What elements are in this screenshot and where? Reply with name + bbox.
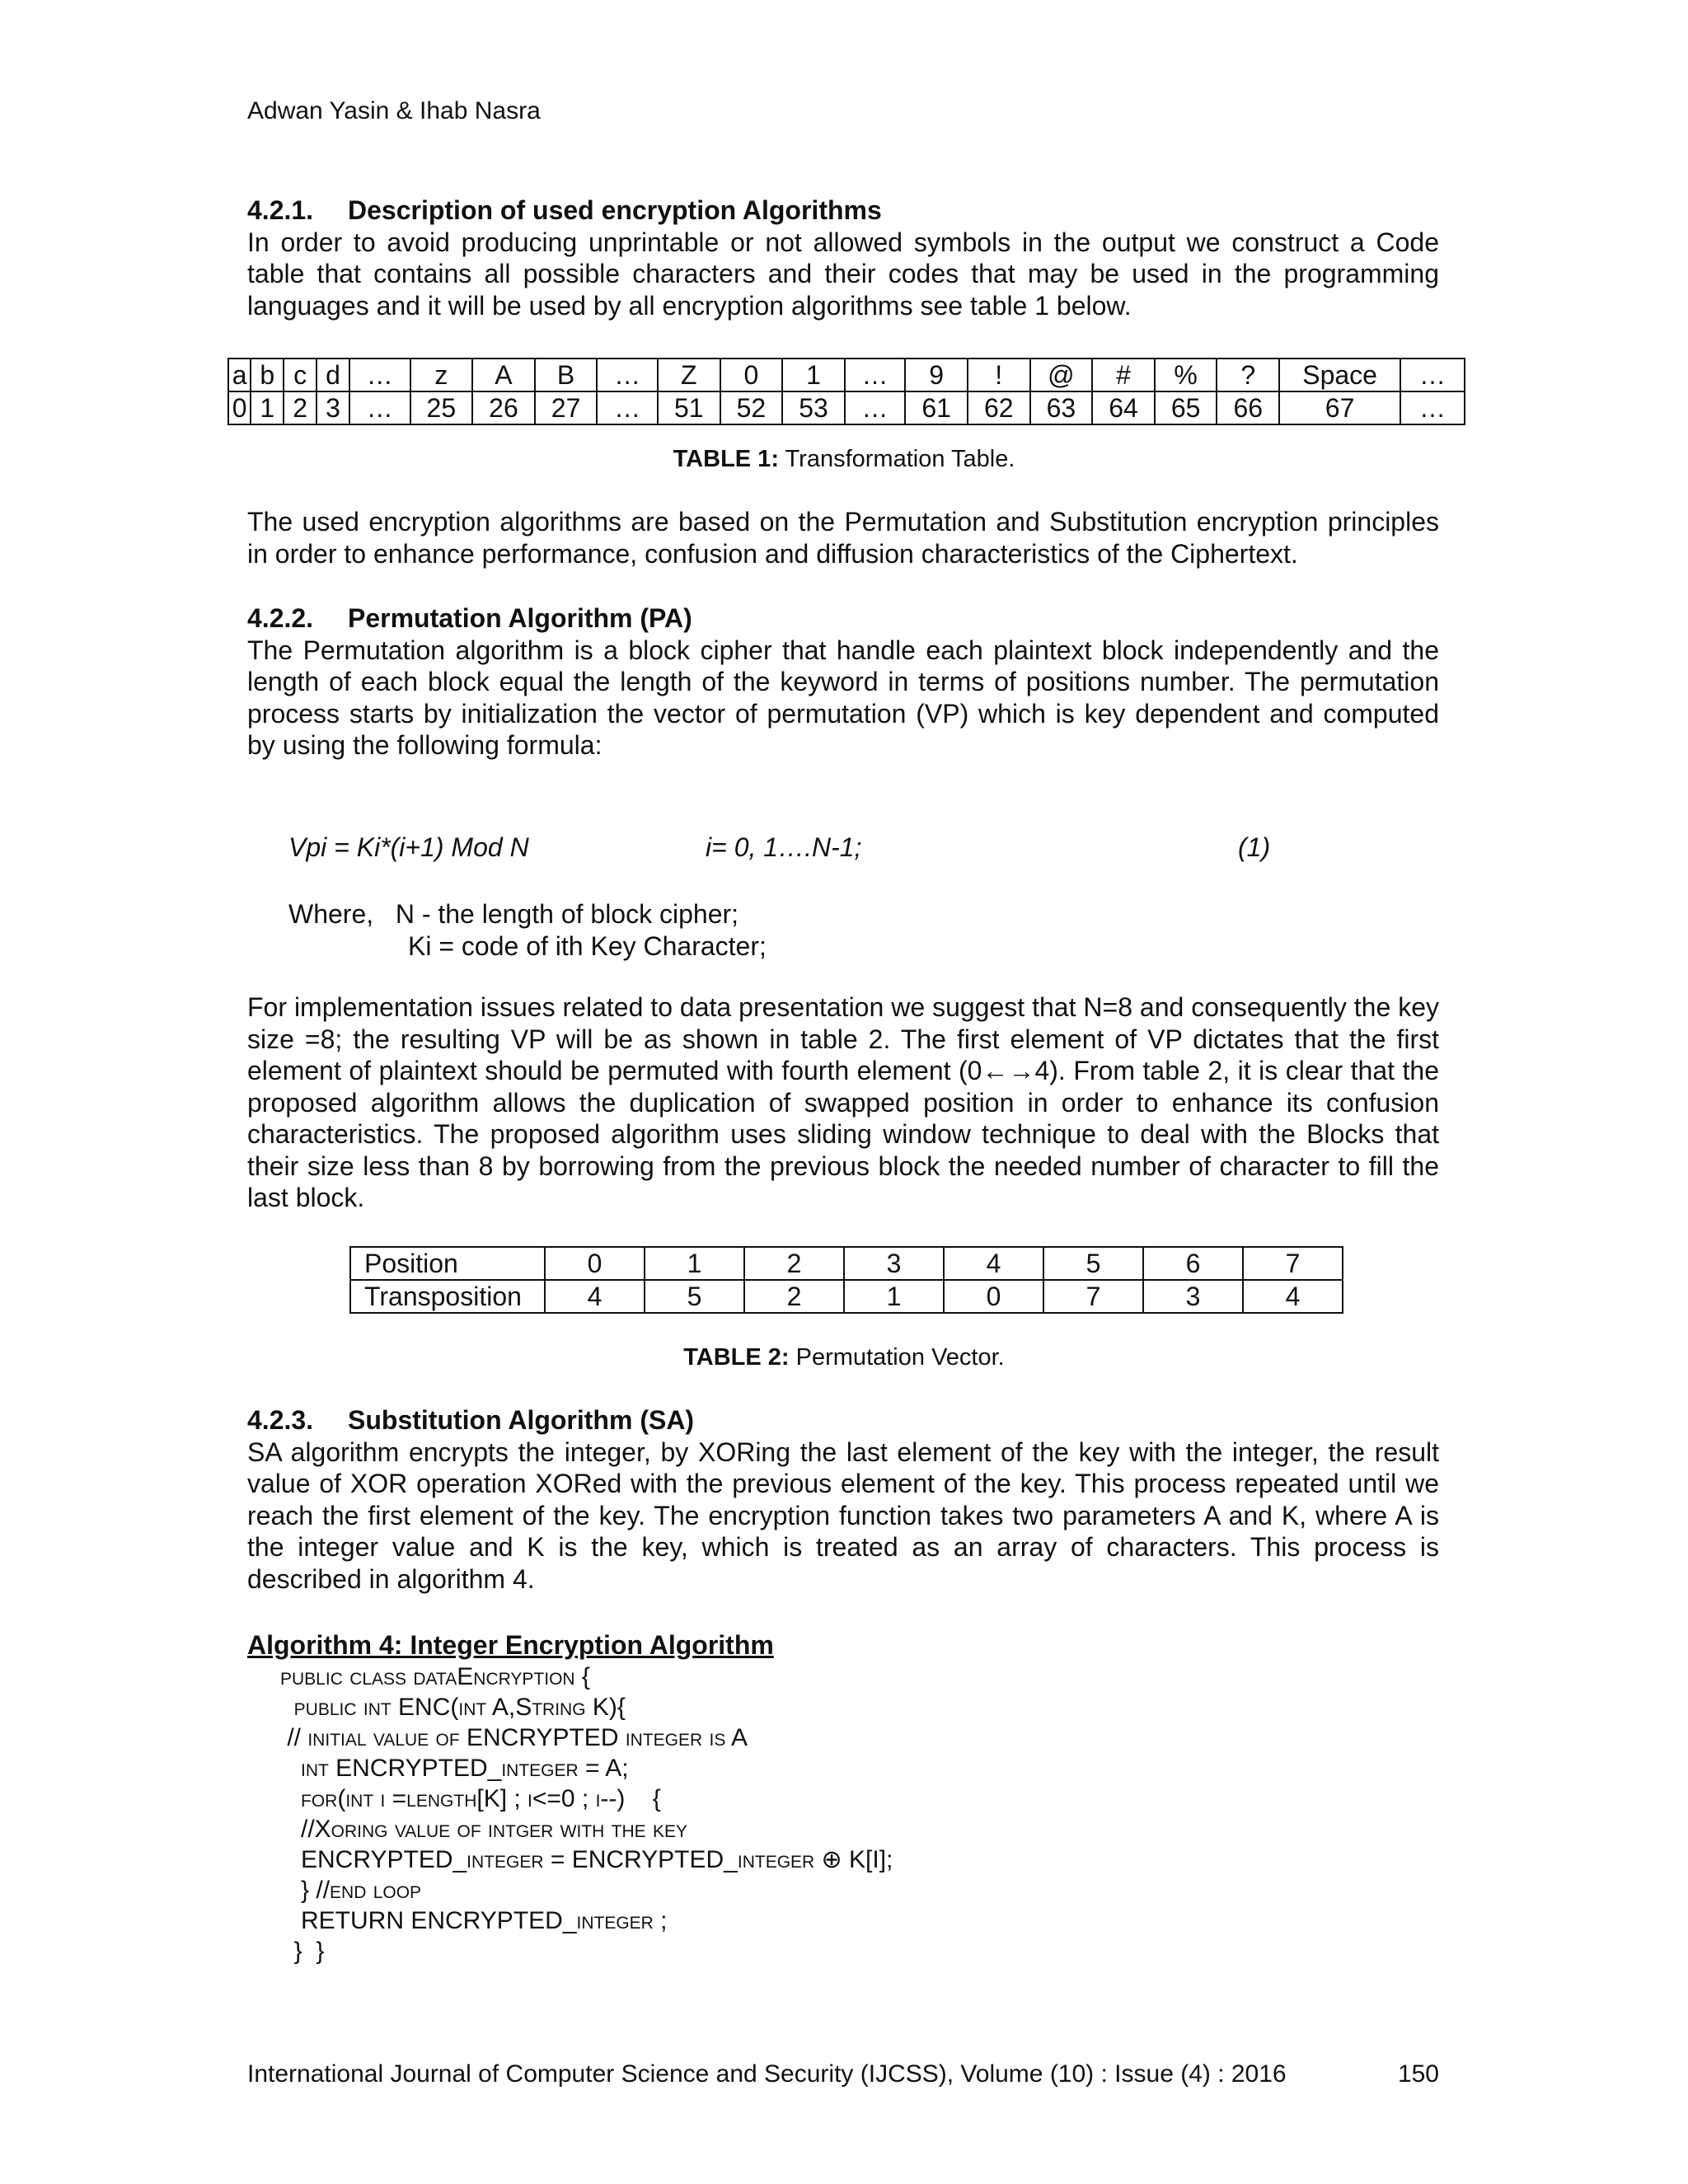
table-cell: c [284, 359, 316, 391]
table-cell: … [349, 391, 410, 424]
table-cell: 65 [1155, 391, 1217, 424]
table-cell: … [597, 359, 658, 391]
formula-lhs: Vpi = Ki*(i+1) Mod N [288, 832, 529, 862]
table-cell: 61 [905, 391, 968, 424]
table2-caption [0, 1344, 1688, 1371]
table-cell: 62 [968, 391, 1030, 424]
caption-label: TABLE 2: [683, 1344, 790, 1371]
paragraph-substitution: SA algorithm encrypts the integer, by XORing the last element of the key with the integer, the result value of XOR operation XORed with the previous element of the key. This process repeated until we reach the first element of the key. The encryption function takes two parameters A and K, where A is the integer value and K is the key, which is treated as an array of characters. This process is described in algorithm 4. [247, 1436, 1439, 1594]
table-cell: 27 [535, 391, 598, 424]
table-cell: 64 [1092, 391, 1155, 424]
table-cell: 0 [545, 1247, 645, 1280]
caption-text: Permutation Vector. [789, 1344, 1005, 1371]
table-cell: 3 [316, 391, 349, 424]
code-line: public class dataEncryption { [280, 1663, 590, 1690]
definition-ki: Ki = code of ith Key Character; [408, 930, 767, 961]
main-content [247, 194, 1439, 321]
table-cell: 7 [1243, 1247, 1343, 1280]
caption-label: TABLE 1: [673, 446, 779, 472]
table-cell: 4 [545, 1280, 645, 1313]
section-heading-4-2-3 [247, 1404, 1439, 1436]
code-line: // initial value of ENCRYPTED integer is A [280, 1724, 748, 1751]
journal-citation: International Journal of Computer Science and Security (IJCSS), Volume (10) : Issue (4) : 2016 [247, 2060, 1287, 2088]
table-cell: 5 [1043, 1247, 1143, 1280]
running-header: Adwan Yasin & Ihab Nasra [247, 97, 541, 124]
table-cell: 7 [1043, 1280, 1143, 1313]
table-cell: … [1400, 359, 1465, 391]
table-cell: 2 [744, 1280, 844, 1313]
paragraph-principles: The used encryption algorithms are based on the Permutation and Substitution encryption principles in order to enhance performance, confusion and diffusion characteristics of the Ciphertext. [247, 507, 1439, 569]
code-line: ENCRYPTED_integer = ENCRYPTED_integer ⊕ K[I]; [280, 1846, 893, 1873]
table-cell: ! [968, 359, 1030, 391]
section-title: Substitution Algorithm (SA) [348, 1405, 695, 1435]
content-block-4 [247, 1404, 1439, 1595]
content-block-2 [247, 506, 1439, 762]
algorithm-title: Algorithm 4: Integer Encryption Algorithm [247, 1630, 774, 1660]
table-cell: … [845, 359, 906, 391]
table1-row-characters [228, 359, 1465, 391]
table-cell: 4 [1243, 1280, 1343, 1313]
row-label: Transposition [350, 1280, 545, 1313]
definition-n: Where, N - the length of block cipher; [288, 899, 739, 929]
row-label: Position [350, 1247, 545, 1280]
table-cell: 63 [1030, 391, 1093, 424]
table-cell: 26 [472, 391, 535, 424]
table-cell: b [251, 359, 284, 391]
permutation-vector-table [349, 1246, 1343, 1314]
table-cell: @ [1030, 359, 1093, 391]
table-cell: 5 [645, 1280, 744, 1313]
table-cell: 53 [782, 391, 845, 424]
table-cell: … [845, 391, 906, 424]
section-title: Description of used encryption Algorithms [348, 195, 882, 225]
table-cell: 2 [284, 391, 316, 424]
table-cell: z [410, 359, 473, 391]
table-cell: … [1400, 391, 1465, 424]
code-line: //Xoring value of intger with the key [280, 1816, 688, 1843]
table-cell: 25 [410, 391, 473, 424]
table-cell: B [535, 359, 598, 391]
table-cell: Space [1279, 359, 1400, 391]
table-cell: 9 [905, 359, 968, 391]
table-cell: … [349, 359, 410, 391]
table-cell: % [1155, 359, 1217, 391]
table-cell: # [1092, 359, 1155, 391]
table-cell: 52 [720, 391, 783, 424]
section-number: 4.2.2. [247, 603, 314, 633]
paragraph-implementation: For implementation issues related to data presentation we suggest that N=8 and consequently the key size =8; the resulting VP will be as shown in table 2. The first element of VP dictates that the first element of plaintext should be permuted with fourth element (0←→4). From table 2, it is clear that the proposed algorithm allows the duplication of swapped position in order to enhance its confusion characteristics. The proposed algorithm uses sliding window technique to deal with the Blocks that their size less than 8 by borrowing from the previous block the needed number of character to fill the last block. [247, 992, 1439, 1212]
formula-definitions [288, 898, 767, 962]
code-line: RETURN ENCRYPTED_integer ; [280, 1907, 668, 1934]
paragraph-code-table: In order to avoid producing unprintable or not allowed symbols in the output we construct a Code table that contains all possible characters and their codes that may be used in the programming languages and it will be used by all encryption algorithms see table 1 below. [247, 227, 1439, 321]
page-footer [247, 2060, 1439, 2088]
table-cell: 3 [844, 1247, 944, 1280]
page-number: 150 [1397, 2060, 1439, 2088]
algorithm-code [280, 1661, 893, 1966]
table-cell: ? [1217, 359, 1279, 391]
paragraph-permutation: The Permutation algorithm is a block cipher that handle each plaintext block independently and the length of each block equal the length of the keyword in terms of positions number. The permutation process starts by initialization the vector of permutation (VP) which is key dependent and computed by using the following formula: [247, 635, 1439, 760]
section-number: 4.2.3. [247, 1405, 314, 1435]
table-cell: 6 [1143, 1247, 1243, 1280]
code-line: } } [280, 1938, 325, 1965]
table1-row-codes [228, 391, 1465, 424]
table2-row-position [350, 1247, 1343, 1280]
table-cell: d [316, 359, 349, 391]
transformation-table [227, 358, 1465, 425]
section-title: Permutation Algorithm (PA) [348, 603, 692, 633]
table-cell: 0 [944, 1280, 1043, 1313]
table2-row-transposition [350, 1280, 1343, 1313]
code-line: public int ENC(int A,String K){ [280, 1694, 626, 1721]
section-number: 4.2.1. [247, 195, 314, 225]
table-cell: 3 [1143, 1280, 1243, 1313]
table-cell: 66 [1217, 391, 1279, 424]
table-cell: 4 [944, 1247, 1043, 1280]
table-cell: 0 [228, 391, 251, 424]
table-cell: 1 [782, 359, 845, 391]
equation-number: (1) [1238, 832, 1271, 862]
code-line: int ENCRYPTED_integer = A; [280, 1755, 629, 1782]
table-cell: 1 [844, 1280, 944, 1313]
table-cell: A [472, 359, 535, 391]
table-cell: 1 [251, 391, 284, 424]
code-line: } //end loop [280, 1877, 422, 1904]
section-heading-4-2-1 [247, 194, 1439, 227]
content-block-3 [247, 991, 1439, 1214]
table-cell: 1 [645, 1247, 744, 1280]
table-cell: Z [658, 359, 720, 391]
table-cell: 67 [1279, 391, 1400, 424]
table-cell: … [597, 391, 658, 424]
table-cell: a [228, 359, 251, 391]
section-heading-4-2-2 [247, 602, 1439, 635]
formula-range: i= 0, 1….N-1; [706, 832, 862, 862]
code-line: for(int i =length[K] ; i<=0 ; i--) { [280, 1785, 661, 1812]
caption-text: Transformation Table. [778, 446, 1015, 472]
table1-caption [0, 446, 1688, 473]
table-cell: 51 [658, 391, 720, 424]
table-cell: 0 [720, 359, 783, 391]
table-cell: 2 [744, 1247, 844, 1280]
